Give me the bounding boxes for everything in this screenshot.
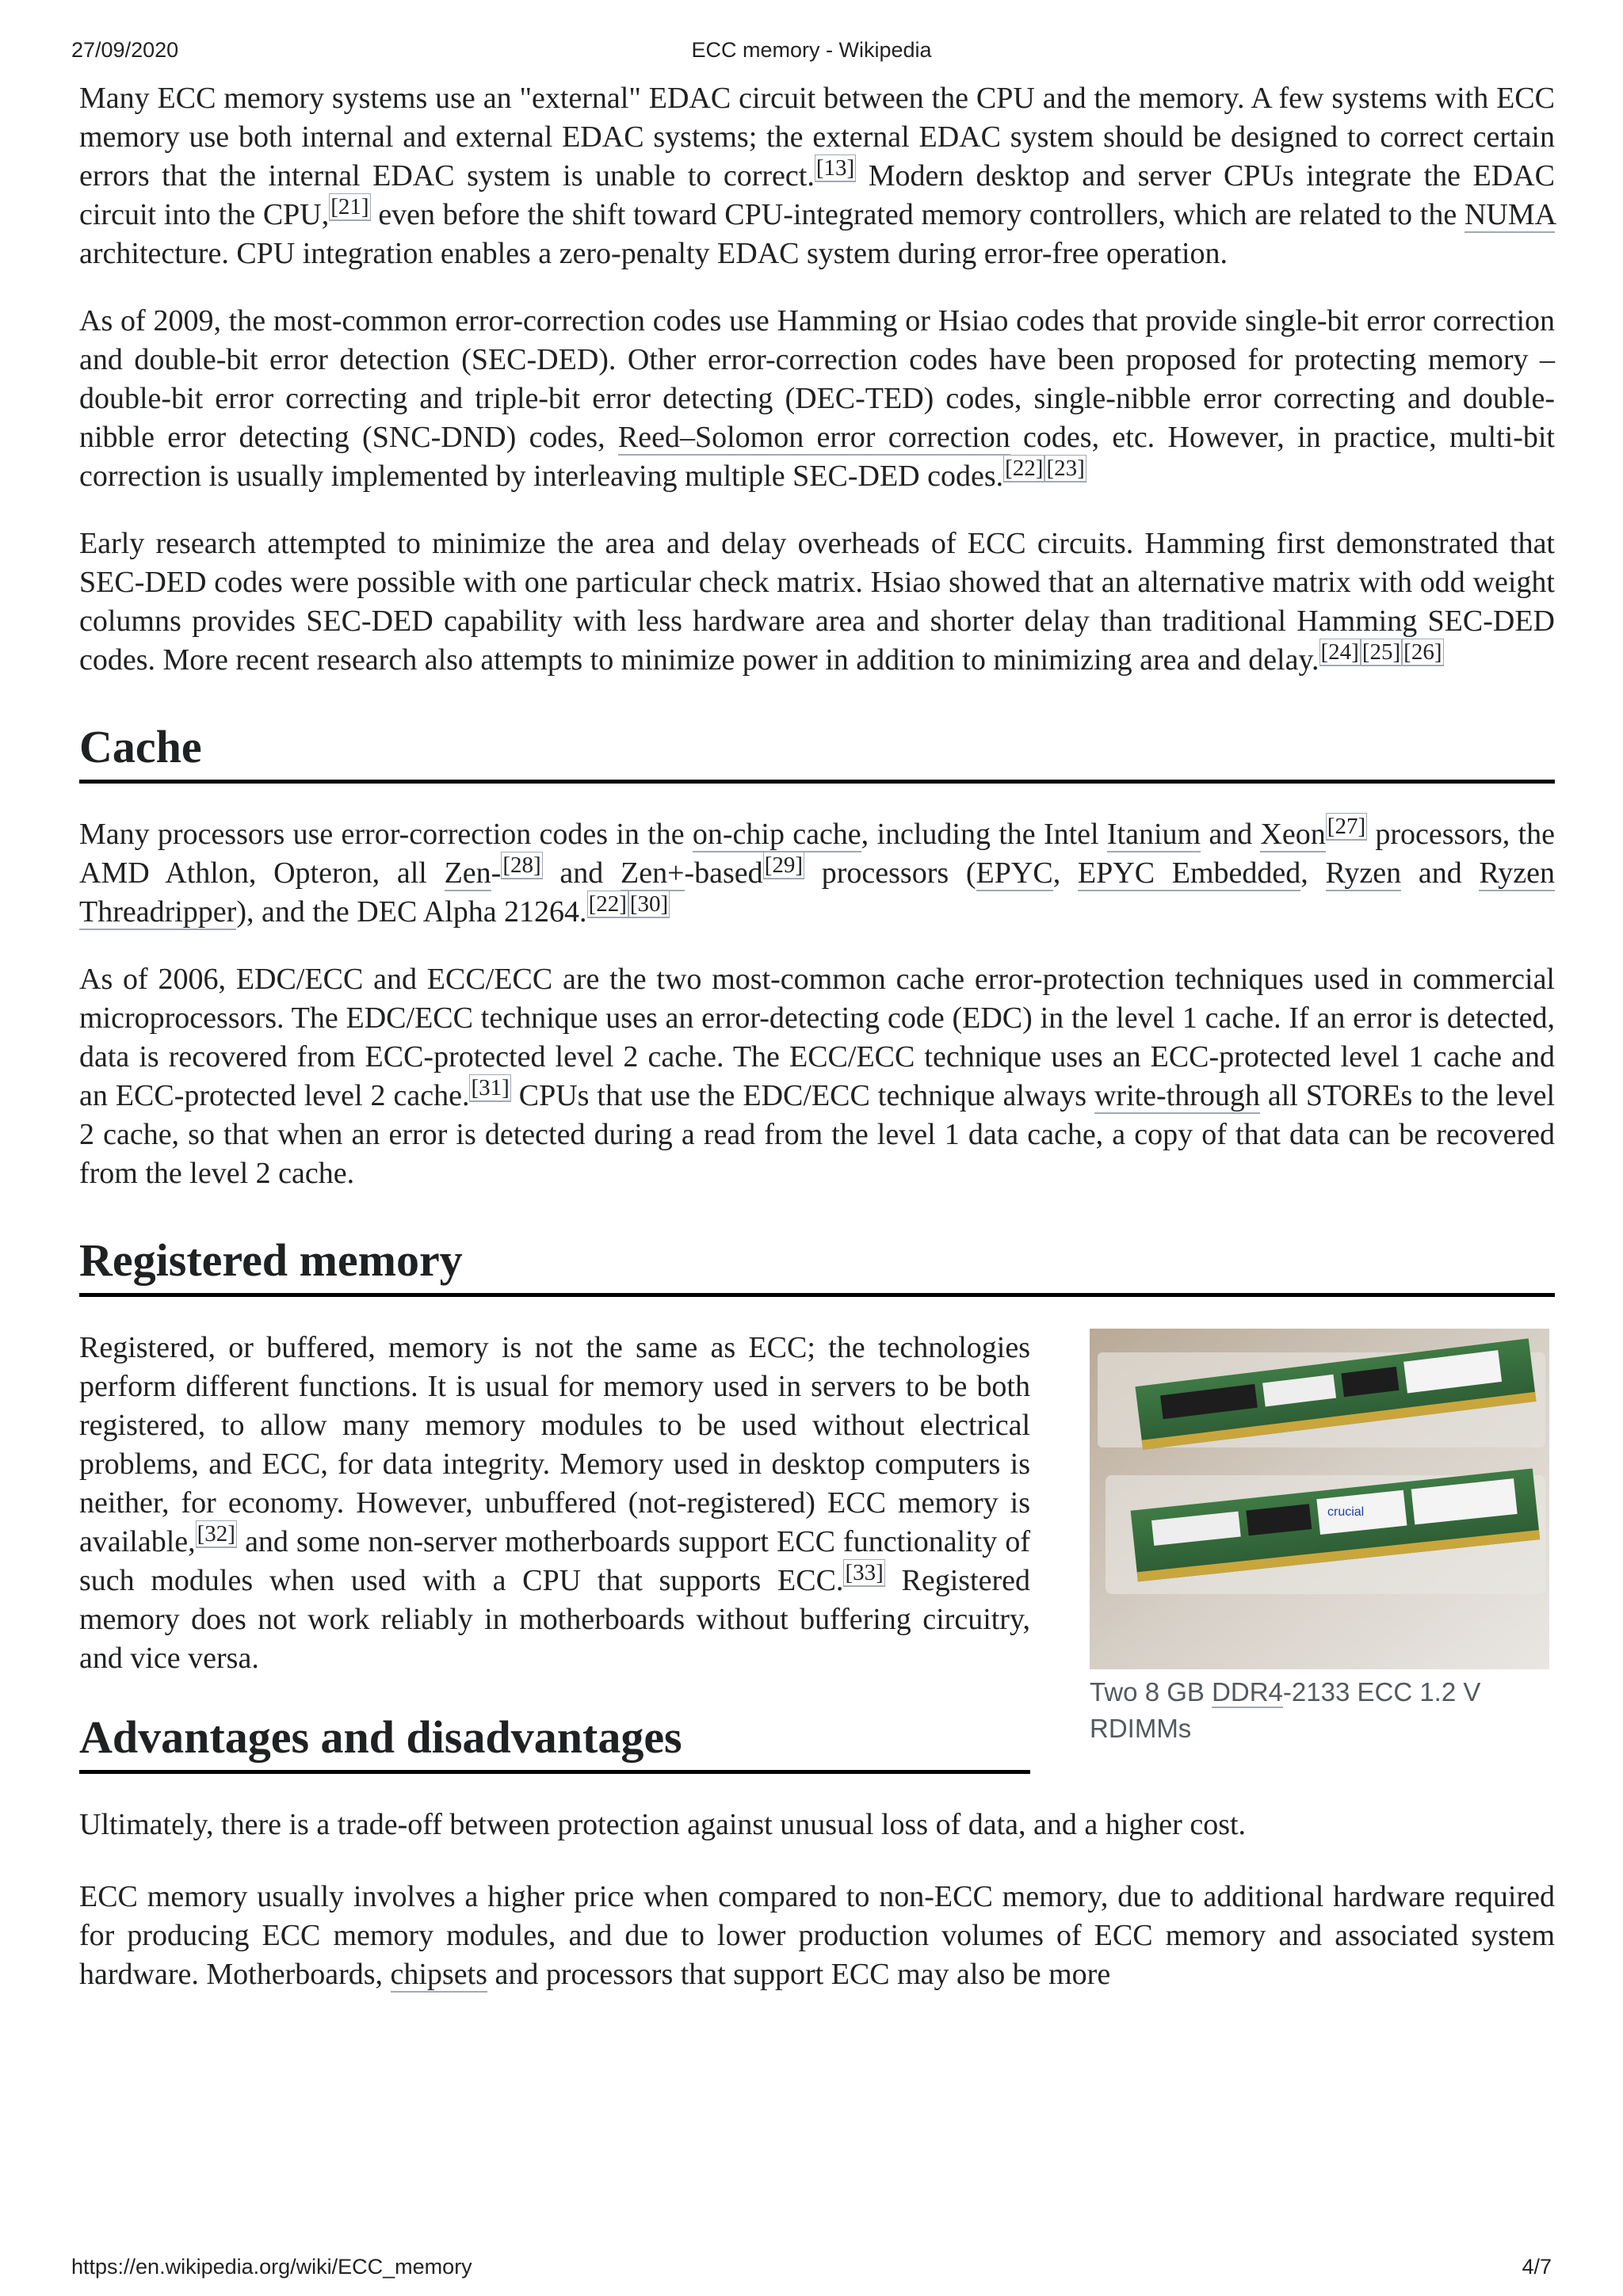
heading-registered-memory: Registered memory [79, 1233, 1555, 1297]
citation-22b[interactable]: [22] [588, 891, 627, 917]
link-on-chip-cache[interactable]: on-chip cache [692, 818, 861, 851]
registered-text-column [79, 1329, 1030, 1774]
link-ryzen[interactable]: Ryzen [1325, 856, 1402, 890]
link-zen-plus[interactable]: Zen+ [620, 856, 685, 890]
link-write-through[interactable]: write-through [1094, 1079, 1260, 1112]
link-numa[interactable]: NUMA [1464, 198, 1555, 231]
heading-cache: Cache [79, 719, 1555, 784]
citation-31[interactable]: [31] [471, 1075, 510, 1100]
citation-33[interactable]: [33] [845, 1560, 884, 1585]
citation-24[interactable]: [24] [1320, 639, 1359, 665]
paragraph-cache-techniques: As of 2006, EDC/ECC and ECC/ECC are the two most-common cache error-protection techniques used in commercial microprocessors. The EDC/ECC technique uses an error-detecting code (EDC) in the level 1 cache. If an error is detected, data is recovered from ECC-protected level 2 cache. The ECC/ECC technique uses an ECC-protected level 1 cache and an ECC-protected level 2 cache.[31] CPUs that use the EDC/ECC technique always write-through all STOREs to the level 2 cache, so that when an error is detected during a read from the level 1 data cache, a copy of that data can be recovered from the level 2 cache. [79, 963, 1555, 1190]
citation-25[interactable]: [25] [1361, 639, 1401, 665]
citation-13[interactable]: [13] [815, 155, 855, 181]
paragraph-codes: As of 2009, the most-common error-correction codes use Hamming or Hsiao codes that provide single-bit error correction and double-bit error detection (SEC-DED). Other error-correction codes have been proposed for protecting memory – double-bit error correcting and triple-bit error detecting (DEC-TED) codes, single-nibble error correcting and double-nibble error detecting (SNC-DND) codes, Reed–Solomon error correction codes, etc. However, in practice, multi-bit correction is usually implemented by interleaving multiple SEC-DED codes.[22] [23] [79, 304, 1555, 493]
heading-advantages: Advantages and disadvantages [79, 1710, 1030, 1774]
print-url: https://en.wikipedia.org/wiki/ECC_memory [71, 2255, 472, 2279]
print-date: 27/09/2020 [71, 38, 179, 62]
article-content [79, 79, 1555, 2023]
citation-23[interactable]: [23] [1046, 456, 1085, 481]
rdimm-photo[interactable] [1090, 1329, 1549, 1669]
citation-21[interactable]: [21] [330, 194, 369, 219]
link-reed-solomon[interactable]: Reed–Solomon error correction [617, 421, 1010, 454]
citation-27[interactable]: [27] [1327, 814, 1366, 839]
link-ryzen-threadripper[interactable]: Ryzen Threadripper [79, 856, 1555, 929]
paragraph-tradeoff: Ultimately, there is a trade-off between protection against unusual loss of data, and a higher cost. [79, 1808, 1247, 1841]
citation-28[interactable]: [28] [502, 852, 541, 878]
link-zen[interactable]: Zen [444, 856, 491, 890]
print-header [71, 38, 1552, 67]
figure-rdimms [1090, 1329, 1555, 1747]
link-epyc[interactable]: EPYC [976, 856, 1053, 890]
paragraph-cache-processors: Many processors use error-correction codes in the on-chip cache, including the Intel Itanium and Xeon[27] processors, the AMD Athlon, Opteron, all Zen-[28] and Zen+-based[29] processors (EPYC, EPYC Embedded, Ryzen and Ryzen Threadripper), and the DEC Alpha 21264.[22] [30] [79, 814, 1555, 929]
print-page-title: ECC memory - Wikipedia [691, 38, 932, 62]
paragraph-research: Early research attempted to minimize the area and delay overheads of ECC circuits. Hamming first demonstrated that SEC-DED codes were possible with one particular check matrix. Hsiao showed that an alternative matrix with odd weight columns provides SEC-DED capability with less hardware area and shorter delay than traditional Hamming SEC-DED codes. More recent research also attempts to minimize power in addition to minimizing area and delay.[24] [25] [26] [79, 527, 1555, 677]
print-footer [71, 2255, 1552, 2283]
print-page-number: 4/7 [1522, 2255, 1552, 2279]
link-ddr4[interactable]: DDR4 [1212, 1677, 1283, 1707]
link-itanium[interactable]: Itanium [1106, 818, 1201, 851]
crucial-logo-text: crucial [1327, 1505, 1365, 1519]
figure-caption: Two 8 GB DDR4-2133 ECC 1.2 V RDIMMs [1090, 1677, 1481, 1743]
paragraph-registered: Registered, or buffered, memory is not the same as ECC; the technologies perform different functions. It is usual for memory used in servers to be both registered, to allow many memory modules to be used without electrical problems, and ECC, for data integrity. Memory used in desktop computers is neither, for economy. However, unbuffered (not-registered) ECC memory is available,[32] and some non-server motherboards support ECC functionality of such modules when used with a CPU that supports ECC.[33] Registered memory does not work reliably in motherboards without buffering circuitry, and vice versa. [79, 1331, 1030, 1675]
link-chipsets[interactable]: chipsets [390, 1958, 487, 1991]
citation-29[interactable]: [29] [764, 852, 804, 878]
link-epyc-embedded[interactable]: EPYC Embedded [1077, 856, 1301, 890]
citation-26[interactable]: [26] [1403, 639, 1442, 665]
paragraph-edac: Many ECC memory systems use an "external" EDAC circuit between the CPU and the memory. A few systems with ECC memory use both internal and external EDAC systems; the external EDAC system should be designed to correct certain errors that the internal EDAC system is unable to correct.[13] Modern desktop and server CPUs integrate the EDAC circuit into the CPU,[21] even before the shift toward CPU-integrated memory controllers, which are related to the NUMA architecture. CPU integration enables a zero-penalty EDAC system during error-free operation. [79, 82, 1556, 270]
paragraph-cost: ECC memory usually involves a higher price when compared to non-ECC memory, due to additional hardware required for producing ECC memory modules, and due to lower production volumes of ECC memory and associated system hardware. Motherboards, chipsets and processors that support ECC may also be more [79, 1880, 1555, 1991]
registered-section [79, 1329, 1555, 1774]
citation-30[interactable]: [30] [629, 891, 669, 917]
citation-22[interactable]: [22] [1005, 456, 1044, 481]
citation-32[interactable]: [32] [197, 1521, 235, 1547]
link-xeon[interactable]: Xeon [1260, 818, 1326, 851]
